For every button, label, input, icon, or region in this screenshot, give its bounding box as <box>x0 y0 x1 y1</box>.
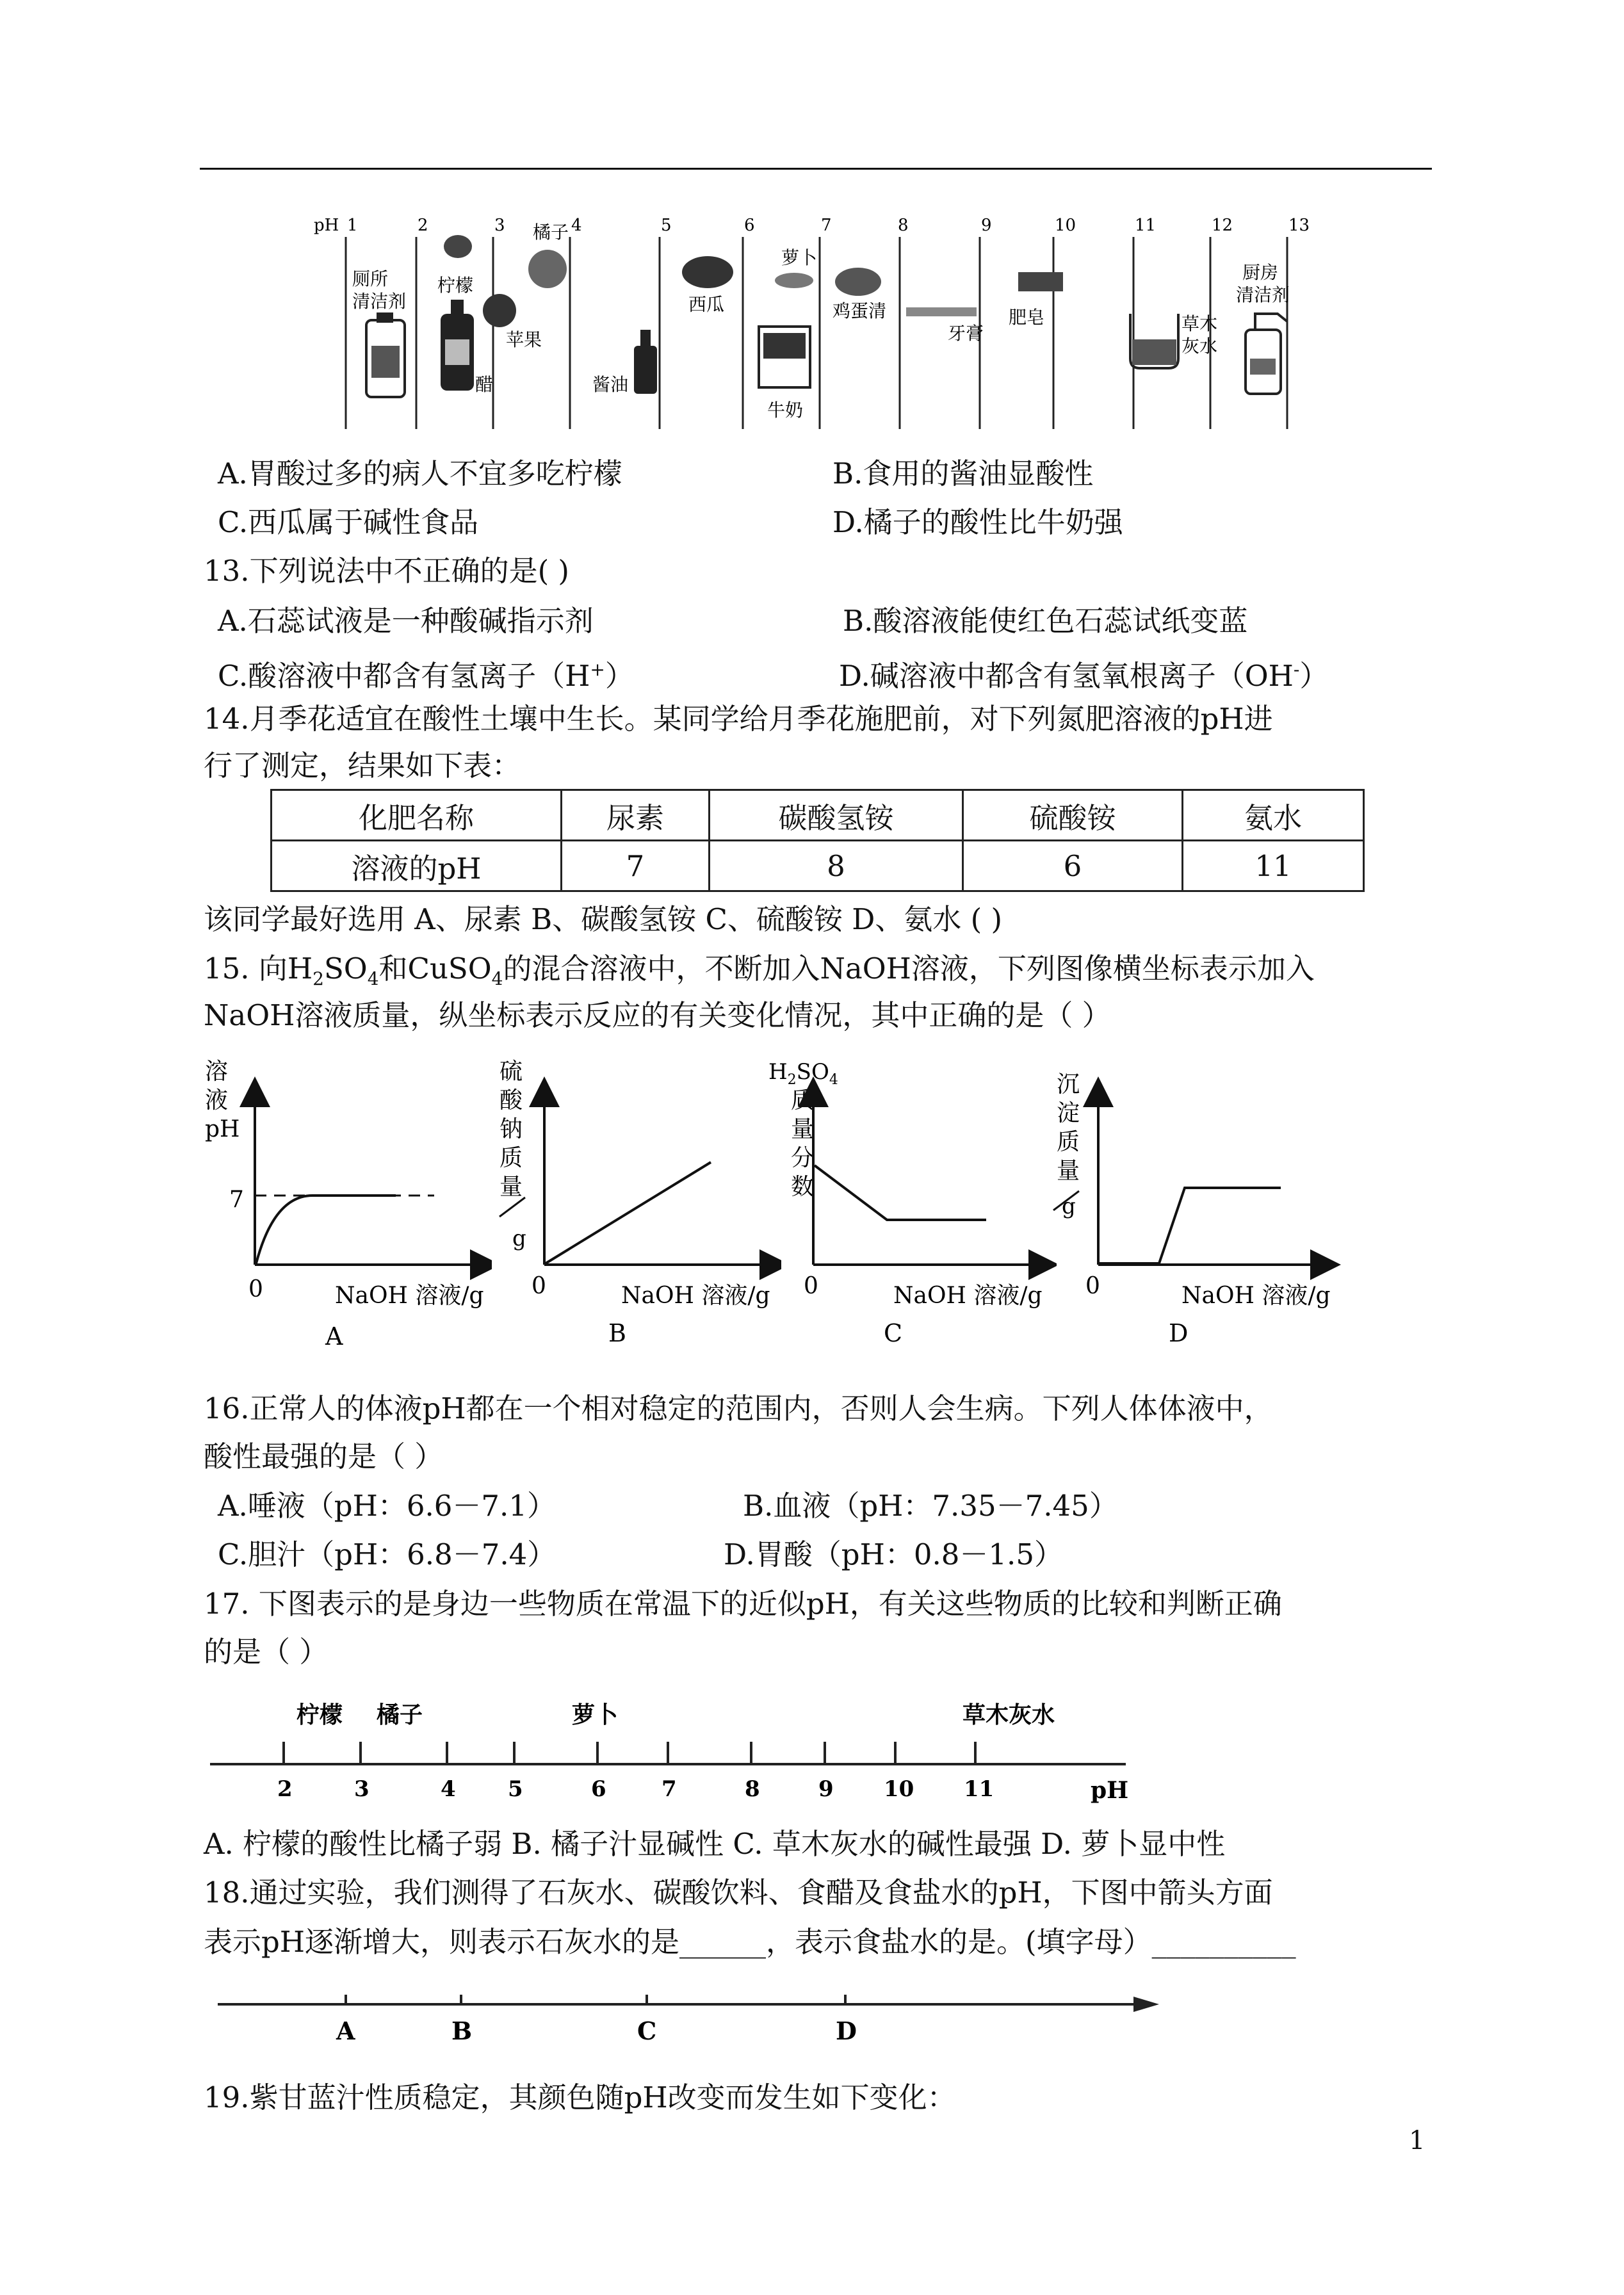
svg-text:淀: 淀 <box>1057 1100 1080 1126</box>
graph-c-line <box>815 1165 986 1220</box>
svg-text:硫: 硫 <box>499 1058 523 1085</box>
svg-text:D: D <box>1169 1319 1189 1347</box>
item-radish-label: 萝卜 <box>781 247 818 268</box>
table-cell: 氨水 <box>1183 790 1364 841</box>
q12-option-a: A.胃酸过多的病人不宜多吃柠檬 <box>218 457 622 491</box>
graph-b <box>493 1053 781 1354</box>
svg-text:0: 0 <box>248 1276 263 1302</box>
q17-tick-label-8: 8 <box>745 1776 760 1802</box>
table-cell: 溶液的pH <box>272 841 562 891</box>
q17-tick-label-2: 2 <box>277 1776 293 1802</box>
q14-stem-2: 行了测定，结果如下表： <box>204 749 521 783</box>
q13-option-d: D.碱溶液中都含有氢氧根离子（OH-） <box>839 659 1329 693</box>
table-cell: 碳酸氢铵 <box>710 790 963 841</box>
q16-stem-1: 16.正常人的体液pH都在一个相对稳定的范围内，否则人会生病。下列人体体液中， <box>204 1391 1273 1425</box>
ph-scale-figure <box>307 211 1319 435</box>
svg-text:B: B <box>608 1319 626 1347</box>
q17-tick-label-5: 5 <box>508 1776 523 1802</box>
q18-letter-b: B <box>451 2016 473 2045</box>
ph-scale-label: pH <box>314 216 339 235</box>
q17-ph-scale <box>204 1697 1203 1812</box>
item-ash-water-label-1: 草木 <box>1181 313 1218 334</box>
ph-number-6: 6 <box>744 216 755 235</box>
q16-option-a: A.唾液（pH：6.6－7.1） <box>218 1489 556 1523</box>
svg-text:7: 7 <box>229 1187 244 1213</box>
q13-option-b: B.酸溶液能使红色石蕊试纸变蓝 <box>843 604 1248 638</box>
q17-label-ash-water: 草木灰水 <box>962 1701 1055 1728</box>
orange-icon <box>528 250 567 288</box>
item-vinegar-label: 醋 <box>475 374 494 395</box>
ph-number-3: 3 <box>494 216 505 235</box>
graph-d <box>1044 1053 1351 1354</box>
q18-letter-c: C <box>637 2016 657 2045</box>
item-orange-label: 橘子 <box>533 222 569 243</box>
q17-stem-2: 的是（ ） <box>204 1635 329 1669</box>
q12-option-c: C.西瓜属于碱性食品 <box>218 505 479 539</box>
svg-text:量: 量 <box>791 1116 815 1142</box>
q17-tick-label-10: 10 <box>884 1776 914 1802</box>
ph-number-7: 7 <box>821 216 832 235</box>
q17-options: A. 柠檬的酸性比橘子弱 B. 橘子汁显碱性 C. 草木灰水的碱性最强 D. 萝卜显中性 <box>204 1827 1226 1861</box>
watermelon-icon <box>682 256 733 288</box>
radish-icon <box>775 273 813 288</box>
q18-stem-2: 表示pH逐渐增大，则表示石灰水的是______，表示食盐水的是。(填字母）__________ <box>204 1925 1296 1959</box>
item-toothpaste-label: 牙膏 <box>948 323 984 344</box>
svg-text:分: 分 <box>791 1145 815 1171</box>
svg-text:量: 量 <box>1057 1158 1080 1184</box>
q17-tick-label-4: 4 <box>441 1776 456 1802</box>
q18-stem-1: 18.通过实验，我们测得了石灰水、碳酸饮料、食醋及食盐水的pH，下图中箭头方面 <box>204 1876 1273 1910</box>
q15-stem-2: NaOH溶液质量，纵坐标表示反应的有关变化情况，其中正确的是（ ） <box>204 998 1111 1032</box>
q16-option-b: B.血液（pH：7.35－7.45） <box>743 1489 1118 1523</box>
q13-option-c: C.酸溶液中都含有氢离子（H+） <box>218 659 634 693</box>
spray-bottle-icon <box>1246 314 1287 394</box>
egg-icon <box>835 268 881 296</box>
ph-number-8: 8 <box>898 216 909 235</box>
table-cell: 6 <box>963 841 1183 891</box>
q12-option-d: D.橘子的酸性比牛奶强 <box>832 505 1123 539</box>
table-row <box>272 841 1364 891</box>
q15-stem-1: 15. 向$H_2SO_4$和CuSO$_4$的混合溶液中，不断加入NaOH溶液，下列图像横坐标表示加入 <box>204 952 1315 989</box>
q18-letter-a: A <box>336 2016 355 2045</box>
q17-ticks <box>277 1742 994 1802</box>
table-cell: 尿素 <box>562 790 710 841</box>
ph-number-11: 11 <box>1135 216 1157 235</box>
graph-c <box>768 1053 1057 1354</box>
table-cell: 11 <box>1183 841 1364 891</box>
svg-text:量: 量 <box>499 1174 523 1200</box>
q17-stem-1: 17. 下图表示的是身边一些物质在常温下的近似pH，有关这些物质的比较和判断正确 <box>204 1587 1282 1621</box>
svg-text:C: C <box>884 1319 903 1347</box>
item-ash-water-label-2: 灰水 <box>1181 336 1218 357</box>
q17-label-radish: 萝卜 <box>572 1701 619 1728</box>
q17-tick-label-9: 9 <box>818 1776 834 1802</box>
svg-text:0: 0 <box>532 1273 546 1299</box>
q19-stem: 19.紫甘蓝汁性质稳定，其颜色随pH改变而发生如下变化： <box>204 2080 956 2114</box>
ph-number-1: 1 <box>347 216 358 235</box>
item-toilet-cleaner-label-2: 清洁剂 <box>352 291 407 312</box>
svg-text:质: 质 <box>1057 1129 1080 1155</box>
item-kitchen-cleaner-label-1: 厨房 <box>1242 262 1279 283</box>
soap-icon <box>1018 272 1063 291</box>
ph-number-9: 9 <box>981 216 992 235</box>
beaker-icon <box>1130 314 1178 368</box>
fertilizer-ph-table <box>270 789 1365 892</box>
graph-a <box>204 1053 492 1354</box>
svg-text:H2SO4: $H_2SO_4$ <box>768 1059 838 1088</box>
ph-number-4: 4 <box>571 216 582 235</box>
graph-a-curve <box>256 1196 396 1263</box>
q14-answer-line: 该同学最好选用 A、尿素 B、碳酸氢铵 C、硫酸铵 D、氨水 ( ) <box>204 902 1003 936</box>
ph-number-5: 5 <box>661 216 672 235</box>
q18-arrow-scale <box>211 1979 1185 2056</box>
svg-text:0: 0 <box>804 1273 818 1299</box>
svg-text:酸: 酸 <box>499 1087 523 1114</box>
q17-tick-label-7: 7 <box>662 1776 677 1802</box>
svg-text:0: 0 <box>1085 1273 1100 1299</box>
toothpaste-icon <box>906 307 977 316</box>
q17-tick-label-6: 6 <box>591 1776 606 1802</box>
svg-text:钠: 钠 <box>499 1116 523 1142</box>
table-cell: 硫酸铵 <box>963 790 1183 841</box>
header-rule <box>200 168 1432 170</box>
item-watermelon-label: 西瓜 <box>688 294 725 315</box>
q16-option-d: D.胃酸（pH：0.8－1.5） <box>724 1537 1063 1571</box>
svg-text:溶: 溶 <box>205 1058 229 1085</box>
table-row <box>272 790 1364 841</box>
item-soap-label: 肥皂 <box>1009 307 1045 328</box>
item-apple-label: 苹果 <box>506 329 542 350</box>
svg-text:沉: 沉 <box>1057 1071 1080 1098</box>
item-kitchen-cleaner-label-2: 清洁剂 <box>1236 284 1290 305</box>
svg-text:数: 数 <box>791 1174 815 1200</box>
item-milk-label: 牛奶 <box>767 400 804 421</box>
svg-text:质: 质 <box>791 1087 815 1114</box>
item-toilet-cleaner-label-1: 厕所 <box>352 268 389 289</box>
svg-text:NaOH 溶液/g: NaOH 溶液/g <box>893 1283 1043 1309</box>
svg-text:pH: pH <box>205 1116 240 1142</box>
table-cell: 7 <box>562 841 710 891</box>
q17-tick-label-11: 11 <box>964 1776 995 1802</box>
svg-text:NaOH 溶液/g: NaOH 溶液/g <box>621 1283 770 1309</box>
svg-text:NaOH 溶液/g: NaOH 溶液/g <box>335 1283 484 1309</box>
q18-letter-d: D <box>836 2016 857 2045</box>
graph-d-line <box>1100 1188 1281 1263</box>
lemon-icon <box>444 235 472 258</box>
svg-text:g: g <box>512 1226 526 1251</box>
q16-stem-2: 酸性最强的是（ ） <box>204 1439 444 1473</box>
apple-icon <box>483 294 516 327</box>
milk-carton-icon <box>759 327 810 387</box>
item-lemon-label: 柠檬 <box>437 275 474 296</box>
vinegar-bottle-icon <box>441 300 474 391</box>
svg-text:质: 质 <box>499 1145 523 1171</box>
q17-tick-label-3: 3 <box>354 1776 369 1802</box>
svg-text:NaOH 溶液/g: NaOH 溶液/g <box>1181 1283 1331 1309</box>
q12-option-b: B.食用的酱油显酸性 <box>832 457 1094 491</box>
q17-axis-label: pH <box>1091 1777 1129 1804</box>
q17-label-orange: 橘子 <box>377 1701 423 1728</box>
ph-number-10: 10 <box>1055 216 1076 235</box>
item-soy-sauce-label: 酱油 <box>592 374 629 395</box>
q13-stem: 13.下列说法中不正确的是( ) <box>204 554 569 588</box>
page-number: 1 <box>1409 2126 1425 2155</box>
q17-label-lemon: 柠檬 <box>296 1701 343 1728</box>
toilet-cleaner-icon <box>366 312 405 397</box>
q16-option-c: C.胆汁（pH：6.8－7.4） <box>218 1537 556 1571</box>
svg-text:A: A <box>325 1322 343 1350</box>
ph-number-12: 12 <box>1212 216 1233 235</box>
ph-scale-numbers <box>347 216 1310 235</box>
table-cell: 8 <box>710 841 963 891</box>
q14-stem-1: 14.月季花适宜在酸性土壤中生长。某同学给月季花施肥前，对下列氮肥溶液的pH进 <box>204 702 1273 736</box>
table-cell: 化肥名称 <box>272 790 562 841</box>
item-egg-white-label: 鸡蛋清 <box>832 300 887 321</box>
q13-option-a: A.石蕊试液是一种酸碱指示剂 <box>218 604 594 638</box>
svg-text:g: g <box>1062 1194 1076 1219</box>
svg-text:液: 液 <box>205 1087 229 1114</box>
graph-b-line <box>546 1162 711 1263</box>
ph-number-2: 2 <box>418 216 428 235</box>
ph-number-13: 13 <box>1288 216 1310 235</box>
soy-sauce-bottle-icon <box>634 330 657 394</box>
